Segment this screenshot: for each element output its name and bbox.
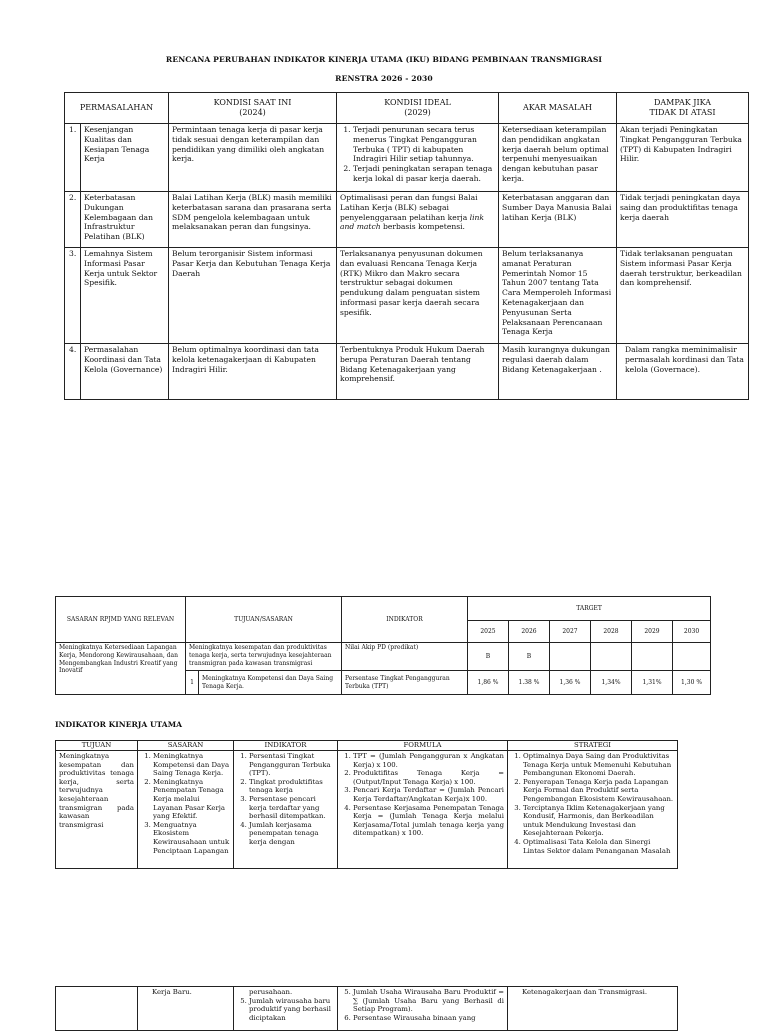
list-item: 6. Persentase Wirausaha binaan yang [353, 1014, 504, 1023]
list-item: 2. Penyerapan Tenaga Kerja pada Lapangan Kerja Formal dan Produktif serta Pengembangan Ekosistem Kewirausahaan. [523, 778, 674, 804]
row-kondisi: Balai Latihan Kerja (BLK) masih memiliki keterbatasan sarana dan prasarana serta SDM pengelola kelembagaan untuk melaksanakan peran dan fungsinya. [169, 192, 337, 248]
sasaran-rpjmd-cell: Meningkatnya Ketersediaan Lapangan Kerja, Mendorong Kewirausahaan, dan Mengembangkan Industri Kreatif yang Inovatif [56, 643, 186, 695]
list-item: 1. Optimalnya Daya Saing dan Produktivitas Tenaga Kerja untuk Memenuhi Kebutuhan Pembangunan Ekonomi Daerah. [523, 752, 674, 778]
indikator-cell: Nilai Akip PD (predikat) [342, 643, 468, 671]
row-akar-masalah: Belum terlaksananya amanat Peraturan Pemerintah Nomor 15 Tahun 2007 tentang Tata Cara Memperoleh Informasi Ketenagakerjaan dan Penyusunan Serta Pelaksanaan Perencanaan Tenaga Kerja [499, 248, 617, 344]
list-item: 4. Optimalisasi Tata Kelola dan Sinergi Lintas Sektor dalam Penanganan Masalah [523, 838, 674, 855]
year-cell: 2025 [468, 621, 509, 643]
header-akar-masalah: AKAR MASALAH [499, 93, 617, 124]
list-item: 1. Persentasi Tingkat Pengangguran Terbuka (TPT). [249, 752, 334, 778]
list-item: 2. Tingkat produktifitas tenaga kerja [249, 778, 334, 795]
header-tujuan-sasaran: TUJUAN/SASARAN [186, 597, 342, 643]
row-permasalahan: Keterbatasan Dukungan Kelembagaan dan Infrastruktur Pelatihan (BLK) [81, 192, 169, 248]
year-cell: 2029 [632, 621, 673, 643]
row-kondisi: Permintaan tenaga kerja di pasar kerja tidak sesuai dengan keterampilan dan pendidikan yang dimiliki oleh angkatan kerja. [169, 124, 337, 192]
row-akar-masalah: Ketersediaan keterampilan dan pendidikan angkatan kerja daerah belum optimal terpenuhi menyesuaikan dengan kebutuhan pasar kerja. [499, 124, 617, 192]
row-kondisi-ideal [337, 192, 499, 248]
row-kondisi-ideal [337, 124, 499, 192]
table-row [65, 248, 749, 344]
row-kondisi: Belum terorganisir Sistem informasi Pasar Kerja dan Kebutuhan Tenaga Kerja Daerah [169, 248, 337, 344]
formula-cell [338, 751, 508, 869]
sasaran-cell: Kerja Baru. [138, 987, 234, 1031]
indikator-text: perusahaan. [249, 988, 293, 996]
header-formula: FORMULA [338, 741, 508, 751]
iku-table [55, 740, 678, 869]
target-cell [591, 643, 632, 671]
header-indikator: INDIKATOR [342, 597, 468, 643]
list-item: 2. Terjadi peningkatan serapan tenaga kerja lokal di pasar kerja daerah. [353, 164, 495, 184]
row-number: 1 [186, 671, 199, 695]
target-table-header [56, 597, 711, 621]
list-item: 2. Meningkatnya Penempatan Tenaga Kerja melalui Layanan Pasar Kerja yang Efektif. [153, 778, 230, 821]
strategi-cell [508, 751, 678, 869]
header-sasaran: SASARAN [138, 741, 234, 751]
row-permasalahan: Lemahnya Sistem Informasi Pasar Kerja untuk Sektor Spesifik. [81, 248, 169, 344]
target-cell: 1.38 % [509, 671, 550, 695]
header-target: TARGET [468, 597, 711, 621]
target-cell: 1,30 % [673, 671, 711, 695]
table-row [56, 751, 678, 869]
problems-table [64, 92, 749, 400]
row-kondisi: Belum optimalnya koordinasi dan tata kelola ketenagakerjaan di Kabupaten Indragiri Hilir. [169, 344, 337, 400]
target-cell: 1,86 % [468, 671, 509, 695]
row-kondisi-ideal: Terlaksananya penyusunan dokumen dan evaluasi Rencana Tenaga Kerja (RTK) Mikro dan Makro secara terstruktur sebagai dokumen pendukung dalam penguatan sistem informasi pasar kerja daerah secara spesifik. [337, 248, 499, 344]
list-item: 4. Jumlah kerjasama penempatan tenaga kerja dengan [249, 821, 334, 847]
header-strategi: STRATEGI [508, 741, 678, 751]
header-kondisi-saat-ini: KONDISI SAAT INI (2024) [169, 93, 337, 124]
row-permasalahan: Kesenjangan Kualitas dan Kesiapan Tenaga Kerja [81, 124, 169, 192]
header-tujuan: TUJUAN [56, 741, 138, 751]
header-kondisi-ideal: KONDISI IDEAL (2029) [337, 93, 499, 124]
year-cell: 2027 [550, 621, 591, 643]
target-table [55, 596, 711, 695]
year-cell: 2026 [509, 621, 550, 643]
list-item: 5. Jumlah Usaha Wirausaha Baru Produktif = ∑ (Jumlah Usaha Baru yang Berhasil di Setiap Program). [353, 988, 504, 1014]
problems-table-header [65, 93, 749, 124]
list-item: 1. Meningkatnya Kompetensi dan Daya Saing Tenaga Kerja. [153, 752, 230, 778]
list-item: 1. Terjadi penurunan secara terus menerus Tingkat Pengangguran Terbuka ( TPT) di kabupaten Indragiri Hilir setiap tahunnya. [353, 125, 495, 164]
row-akar-masalah: Keterbatasan anggaran dan Sumber Daya Manusia Balai latihan Kerja (BLK) [499, 192, 617, 248]
row-number: 1. [65, 124, 81, 192]
row-dampak: Tidak terjadi peningkatan daya saing dan produktifitas tenaga kerja daerah [617, 192, 749, 248]
target-cell: 1,34% [591, 671, 632, 695]
tujuan-cell: Meningkatnya kesempatan dan produktivitas tenaga kerja, serta terwujudnya kesejahteraan transmigran pada kawasan transmigrasi [56, 751, 138, 869]
ideal-text: berbasis kompetensi. [380, 222, 465, 232]
tujuan-cell: Meningkatnya kesempatan dan produktivitas tenaga kerja, serta terwujudnya kesejahteraan transmigran pada kawasan transmigrasi [186, 643, 342, 671]
indikator-cell: Persentase Tingkat Pengangguran Terbuka (TPT) [342, 671, 468, 695]
row-number: 2. [65, 192, 81, 248]
target-cell [673, 643, 711, 671]
table-row [65, 192, 749, 248]
list-item: 3. Pencari Kerja Terdaftar = (Jumlah Pencari Kerja Terdaftar/Angkatan Kerja)x 100. [353, 786, 504, 803]
indikator-cell [234, 751, 338, 869]
list-item: 4. Persentase Kerjasama Penempatan Tenaga Kerja = (Jumlah Tenaga Kerja melalui Kerjasama/Total jumlah tenaga kerja yang ditempatkan) x 100. [353, 804, 504, 838]
row-kondisi-ideal: Terbentuknya Produk Hukum Daerah berupa Peraturan Daerah tentang Bidang Ketenagakerjaan yang komprehensif. [337, 344, 499, 400]
row-dampak: Dalam rangka meminimalisir permasalah kordinasi dan Tata kelola (Governace). [617, 344, 749, 400]
iku-table-continued [55, 986, 678, 1031]
list-item: 3. Menguatnya Ekosistem Kewirausahaan untuk Penciptaan Lapangan [153, 821, 230, 855]
target-cell: 1,31% [632, 671, 673, 695]
target-cell [550, 643, 591, 671]
list-item: 3. Persentase pencari kerja terdaftar yang berhasil ditempatkan. [249, 795, 334, 821]
row-permasalahan: Permasalahan Koordinasi dan Tata Kelola (Governance) [81, 344, 169, 400]
section-title: INDIKATOR KINERJA UTAMA [55, 720, 182, 729]
header-dampak: DAMPAK JIKA TIDAK DI ATASI [617, 93, 749, 124]
target-cell: B [509, 643, 550, 671]
document-title: RENCANA PERUBAHAN INDIKATOR KINERJA UTAMA (IKU) BIDANG PEMBINAAN TRANSMIGRASI [165, 55, 603, 64]
iku-table-header [56, 741, 678, 751]
document-subtitle: RENSTRA 2026 - 2030 [335, 74, 433, 83]
list-item: 2. Produktifitas Tenaga Kerja = (Output/Input Tenaga Kerja) x 100. [353, 769, 504, 786]
sasaran-cell: Meningkatnya Kompetensi dan Daya Saing Tenaga Kerja. [199, 671, 342, 695]
header-sasaran-rpjmd: SASARAN RPJMD YANG RELEVAN [56, 597, 186, 643]
target-cell: 1,36 % [550, 671, 591, 695]
row-number: 3. [65, 248, 81, 344]
ideal-text: Optimalisasi peran dan fungsi Balai Latihan Kerja (BLK) sebagai penyelenggaraan pelatihan kerja [340, 193, 478, 222]
row-akar-masalah: Masih kurangnya dukungan regulasi daerah dalam Bidang Ketenagakerjaan . [499, 344, 617, 400]
row-dampak: Akan terjadi Peningkatan Tingkat Pengangguran Terbuka (TPT) di Kabupaten Indragiri Hilir. [617, 124, 749, 192]
year-cell: 2030 [673, 621, 711, 643]
target-cell: B [468, 643, 509, 671]
row-dampak: Tidak terlaksanan penguatan Sistem informasi Pasar Kerja daerah terstruktur, berkeadilan dan komprehensif. [617, 248, 749, 344]
strategi-cell: Ketenagakerjaan dan Transmigrasi. [508, 987, 678, 1031]
header-indikator: INDIKATOR [234, 741, 338, 751]
header-permasalahan: PERMASALAHAN [65, 93, 169, 124]
list-item: 5. Jumlah wirausaha baru produktif yang berhasil diciptakan [249, 997, 334, 1023]
table-row [65, 124, 749, 192]
ideal-italic-text: link and match [340, 212, 484, 232]
list-item: 3. Terciptanya Iklim Ketenagakerjaan yang Kondusif, Harmonis, dan Berkeadilan untuk Mendukung Investasi dan Kesejahteraan Pekerja. [523, 804, 674, 838]
target-cell [632, 643, 673, 671]
table-row [65, 344, 749, 400]
year-cell: 2028 [591, 621, 632, 643]
row-number: 4. [65, 344, 81, 400]
table-row [56, 643, 711, 671]
list-item: 1. TPT = (Jumlah Pengangguran x Angkatan Kerja) x 100. [353, 752, 504, 769]
sasaran-cell [138, 751, 234, 869]
